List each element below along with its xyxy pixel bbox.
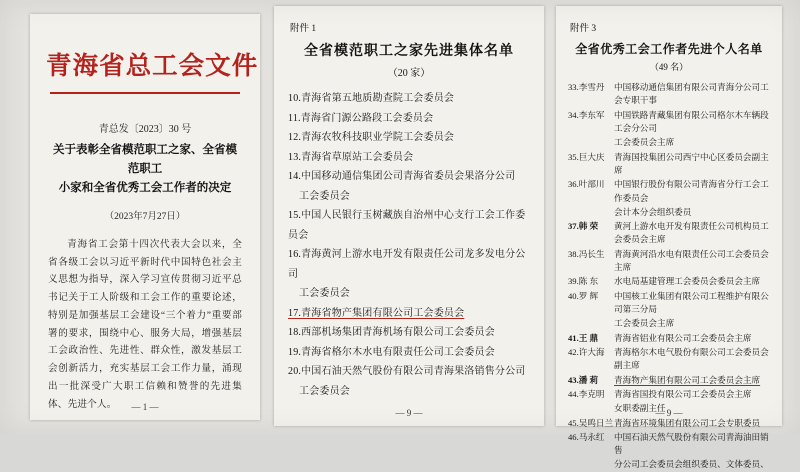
document-title <box>48 141 242 198</box>
person-org: 中国银行股份有限公司青海省分行工会工作委员会 <box>614 179 769 203</box>
list-item <box>568 317 770 330</box>
list-item <box>568 220 770 247</box>
person-name: 33.李雪丹 <box>568 82 605 92</box>
list-item: 工会委员会 <box>299 190 350 202</box>
list-title-individual: 全省优秀工会工作者先进个人名单 <box>575 42 763 56</box>
person-name <box>568 317 614 330</box>
person-org: 青海物产集团有限公司工会委员会主席 <box>614 374 761 385</box>
list-item: 19.青海省格尔木水电有限责任公司工会委员会 <box>288 346 495 358</box>
masthead-title: 青海省总工会文件 <box>46 51 259 80</box>
list-item: 15.中国人民银行玉树藏族自治州中心支行工会工作委员会 <box>288 210 526 241</box>
list-item: 工会委员会 <box>299 385 350 397</box>
page-number-left: — 1 — <box>131 402 159 412</box>
list-item: 13.青海省草原站工会委员会 <box>288 151 414 163</box>
person-org: 中国铁路青藏集团有限公司格尔木车辆段工会分公司 <box>614 109 769 133</box>
attachment-label-1: 附件 1 <box>290 24 317 34</box>
person-org: 青海黄河沿水电有限责任公司工会委员会主席 <box>614 248 769 273</box>
document-date: （2023年7月27日） <box>104 211 186 222</box>
person-org: 青海国投集团公司西宁中心区委员会副主席 <box>614 151 769 175</box>
list-item <box>568 290 770 317</box>
document-title-line: 小家和全省优秀工会工作者的决定 <box>58 181 232 194</box>
list-item <box>568 346 770 373</box>
person-name: 40.罗 辉 <box>568 290 599 301</box>
person-name: 41.王 鼎 <box>568 332 599 343</box>
page-number-middle: — 9 — <box>395 408 423 418</box>
list-title-collective: 全省模范职工之家先进集体名单 <box>304 44 514 59</box>
list-item <box>568 374 770 387</box>
person-org: 分公司工会委员会组织委员、文体委员、 <box>614 459 769 470</box>
list-item <box>568 178 770 205</box>
person-org: 工会委员会主席 <box>614 318 675 329</box>
list-item: 10.青海省第五地质勘查院工会委员会 <box>288 93 455 104</box>
person-org: 黄河上游水电开发有限责任公司机构员工会委员会主席 <box>614 221 769 245</box>
person-org: 青海省铝业有限公司工会委员会主席 <box>614 332 752 343</box>
person-name: 43.潘 莉 <box>568 374 599 385</box>
list-subtitle-collective: （20 家） <box>387 68 431 79</box>
document-page-left <box>30 14 260 420</box>
page-number-right: — 9 — <box>655 408 683 418</box>
person-name: 38.冯长生 <box>568 248 605 259</box>
person-org: 会计本分会组织委员 <box>614 206 692 217</box>
list-item: 18.西部机场集团青海机场有限公司工会委员会 <box>288 327 495 338</box>
person-name: 35.巨大庆 <box>568 151 605 162</box>
person-name: 42.许大海 <box>568 346 605 357</box>
list-item <box>568 206 770 219</box>
person-name: 39.陈 东 <box>568 276 599 287</box>
person-org: 中国移动通信集团有限公司青海分公司工会专职干事 <box>614 82 769 106</box>
person-org: 工会委员会主席 <box>614 137 675 148</box>
person-org: 青海格尔木电气股份有限公司工会委员会副主席 <box>614 346 769 371</box>
list-item: 工会委员会 <box>299 288 350 299</box>
list-item <box>568 136 770 149</box>
list-item <box>568 151 770 178</box>
list-item: 20.中国石油天然气股份有限公司青海果洛销售分公司 <box>288 366 526 377</box>
list-item <box>568 275 770 288</box>
attachment-label-3: 附件 3 <box>570 24 597 34</box>
list-subtitle-individual: （49 名） <box>649 62 689 72</box>
masthead-divider <box>50 92 240 94</box>
person-name: 46.马永红 <box>568 431 605 442</box>
person-org: 中国石油天然气股份有限公司青海油田销售 <box>614 431 769 456</box>
list-item: 14.中国移动通信集团公司青海省委员会果洛分公司 <box>288 171 516 182</box>
list-item: 16.青海黄河上游水电开发有限责任公司龙多发电分公司 <box>288 249 526 280</box>
list-item: 11.青海省门源公路段工会委员会 <box>288 112 434 124</box>
document-page-middle <box>274 6 544 426</box>
document-number: 青总发〔2023〕30 号 <box>98 124 192 135</box>
list-item: 12.青海农牧科技职业学院工会委员会 <box>288 132 455 143</box>
person-name: 44.李克明 <box>568 388 605 399</box>
document-page-right <box>556 6 782 470</box>
document-title-line: 关于表彰全省模范职工之家、全省模范职工 <box>53 144 237 175</box>
person-name <box>568 136 614 149</box>
document-body: 青海省工会第十四次代表大会以来，全省各级工会以习近平新时代中国特色社会主义思想为指导，深入学习宣传贯彻习近平总书记关于工人阶级和工会工作的重要论述，特别是加强基层工会建设“三个着力”重要部署的要求，围绕中心、服务大局，增强基层工会政治性、先进性、群众性，激发基层工会创新活力，充实基层工会工作力量，涌现出一批深受广大职工信赖和赞誉的先进集体、先进个人。 <box>48 238 242 410</box>
person-name: 36.叶部川 <box>568 179 605 190</box>
list-item <box>568 431 770 458</box>
list-item <box>568 458 770 471</box>
list-item <box>568 417 770 430</box>
person-name <box>568 206 614 219</box>
list-item <box>568 248 770 275</box>
person-org: 中国核工业集团有限公司工程维护有限公司第三分局 <box>614 290 769 314</box>
person-name: 37.韩 荣 <box>568 221 599 232</box>
list-item <box>568 81 770 108</box>
person-name <box>568 458 614 471</box>
person-org: 青海省国投有限公司工会委员会主席 <box>614 388 752 399</box>
person-name: 34.李东军 <box>568 109 605 120</box>
collective-list <box>288 89 530 401</box>
person-name: 45.吴鸣日兰 <box>568 417 614 428</box>
list-item: 17.青海省物产集团有限公司工会委员会 <box>288 307 465 319</box>
person-org: 水电局基建管理工会委员会委员会主席 <box>614 276 761 287</box>
list-item <box>568 109 770 136</box>
person-org: 青海省环境集团有限公司工会专职委员 <box>614 417 761 428</box>
list-item <box>568 332 770 345</box>
list-item <box>568 388 770 401</box>
person-org: 女职委副主任 <box>614 403 666 414</box>
